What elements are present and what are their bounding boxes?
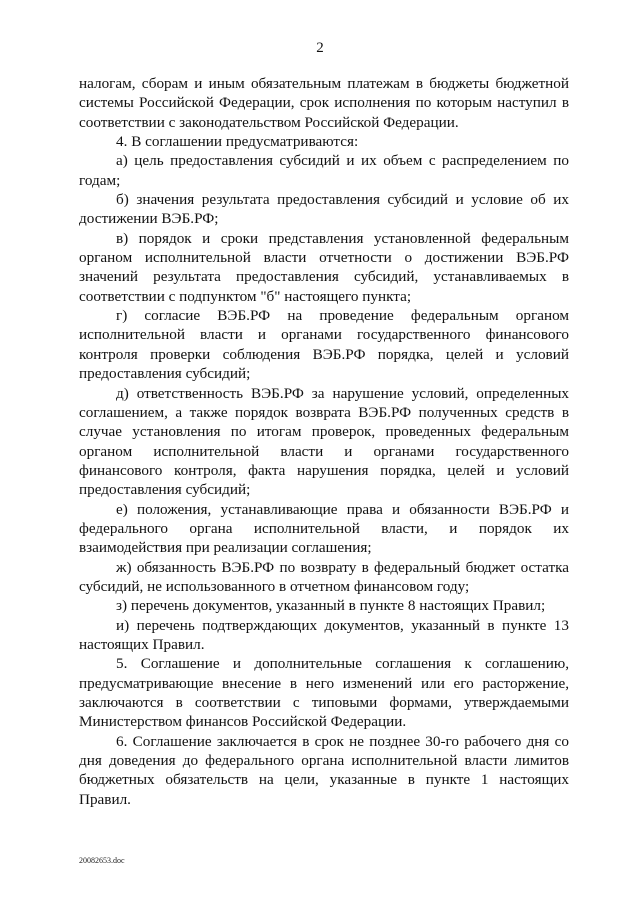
- paragraph-section-6: 6. Соглашение заключается в срок не позднее 30-го рабочего дня со дня доведения до федерального органа исполнительной власти лимитов бюджетных обязательств на цели, указанные в пункте 1 настоящих Правил.: [79, 732, 569, 808]
- paragraph-item-e: е) положения, устанавливающие права и обязанности ВЭБ.РФ и федерального органа исполнительной власти, и порядок их взаимодействия при реализации соглашения;: [79, 500, 569, 557]
- paragraph-section-5: 5. Соглашение и дополнительные соглашения к соглашению, предусматривающие внесение в него изменений или его расторжение, заключаются в соответствии с типовыми формами, утверждаемыми Министерством финансов Российской Федерации.: [79, 655, 569, 731]
- paragraph-item-zh: ж) обязанность ВЭБ.РФ по возврату в федеральный бюджет остатка субсидий, не использованного в отчетном финансовом году;: [79, 558, 569, 595]
- paragraph-item-i: и) перечень подтверждающих документов, указанный в пункте 13 настоящих Правил.: [79, 616, 569, 653]
- paragraph-item-a: а) цель предоставления субсидий и их объем с распределением по годам;: [79, 152, 569, 189]
- paragraph-continuation: налогам, сборам и иным обязательным платежам в бюджеты бюджетной системы Российской Федерации, срок исполнения по которым наступил в соответствии с законодательством Российской Федерации.: [79, 75, 569, 131]
- paragraph-item-z: з) перечень документов, указанный в пункте 8 настоящих Правил;: [116, 597, 546, 615]
- paragraph-item-b: б) значения результата предоставления субсидий и условие об их достижении ВЭБ.РФ;: [79, 191, 569, 228]
- document-body: [79, 74, 569, 809]
- paragraph-item-d: д) ответственность ВЭБ.РФ за нарушение условий, определенных соглашением, а также порядок возврата ВЭБ.РФ полученных средств в случае установления по итогам проверок, проведенных федеральным органом исполнительной власти и органами государственного финансового контроля, факта нарушения порядка, целей и условий предоставления субсидий;: [79, 384, 569, 499]
- paragraph-item-g: г) согласие ВЭБ.РФ на проведение федеральным органом исполнительной власти и органами государственного финансового контроля проверки соблюдения ВЭБ.РФ порядка, целей и условий предоставления субсидий;: [79, 307, 569, 383]
- document-file-code: 20082653.doc: [79, 856, 125, 865]
- paragraph-section-4: 4. В соглашении предусматриваются:: [116, 133, 359, 151]
- page-number: 2: [316, 40, 324, 56]
- paragraph-item-v: в) порядок и сроки представления установленной федеральным органом исполнительной власти отчетности о достижении ВЭБ.РФ значений результата предоставления субсидий, устанавливаемых в соответствии с подпунктом "б" настоящего пункта;: [79, 229, 569, 305]
